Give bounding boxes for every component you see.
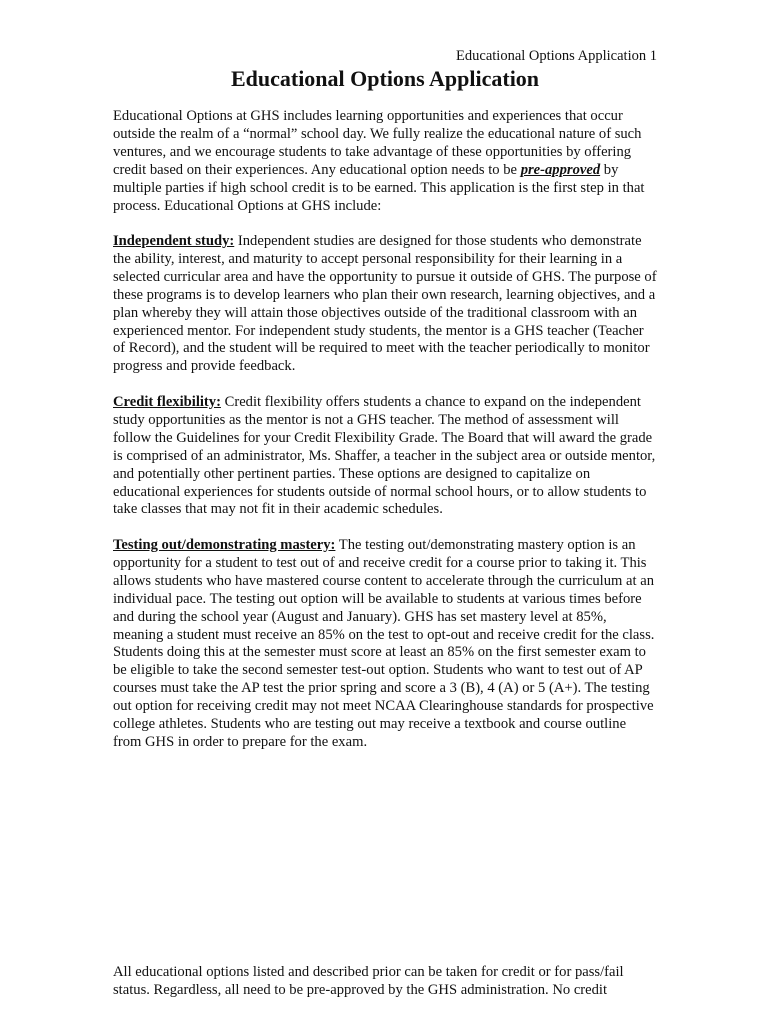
- independent-study-text: Independent studies are designed for those students who demonstrate the ability, interest, and maturity to accept personal responsibility for their learning in a selected curricular area and have the opportunity to pursue it outside of GHS. The purpose of these programs is to develop learners who plan their own research, learning objectives, and a plan whereby they will attain those objectives outside of the traditional classroom with an experienced mentor. For independent study students, the mentor is a GHS teacher (Teacher of Record), and the student will be required to meet with the teacher periodically to monitor progress and provide feedback.: [113, 233, 657, 375]
- intro-paragraph: [113, 108, 658, 215]
- testing-out-text: The testing out/demonstrating mastery option is an opportunity for a student to test out of and receive credit for a course prior to taking it. This allows students who have mastered course content to accelerate through the curriculum at an individual pace. The testing out option will be available to students at various times before and during the school year (August and January). GHS has set mastery level at 85%, meaning a student must receive an 85% on the test to opt-out and receive credit for the class. Students doing this at the semester must score at least an 85% on the first semester exam to be eligible to take the second semester test-out option. Students who want to test out of AP courses must take the AP test the prior spring and score a 3 (B), 4 (A) or 5 (A+). The testing out option for receiving credit may not meet NCAA Clearinghouse standards for prospective college athletes. Students who are testing out may receive a textbook and course outline from GHS in order to prepare for the exam.: [113, 537, 655, 750]
- independent-study-heading: Independent study:: [113, 233, 235, 249]
- independent-study-section: [113, 233, 658, 376]
- page-title: Educational Options Application: [230, 66, 540, 91]
- intro-text-end: by multiple parties if high school credit is to be earned. This application is the first step in that process. Educational Options at GHS include:: [113, 161, 645, 214]
- closing-paragraph: [113, 964, 658, 1000]
- intro-text-start: Educational Options at GHS includes learning opportunities and experiences that occur outside the realm of a “normal” school day. We fully realize the educational nature of such ventures, and we encourage students to take advantage of these opportunities by offering credit based on their experiences. Any educational option needs to be: [113, 108, 642, 178]
- pre-approved-emphasis: pre-approved: [520, 161, 601, 178]
- credit-flexibility-section: [113, 394, 658, 519]
- testing-out-section: [113, 537, 658, 752]
- credit-flexibility-text: Credit flexibility offers students a chance to expand on the independent study opportunities as the mentor is not a GHS teacher. The method of assessment will follow the Guidelines for your Credit Flexibility Grade. The Board that will award the grade is comprised of an administrator, Ms. Shaffer, a teacher in the subject area or outside mentor, and potentially other pertinent parties. These options are designed to capitalize on educational experiences for students outside of normal school hours, or to allow students to take classes that may not fit in their academic schedules.: [113, 394, 656, 518]
- testing-out-heading: Testing out/demonstrating mastery:: [113, 537, 336, 553]
- running-head: Educational Options Application 1: [456, 48, 657, 64]
- closing-text: All educational options listed and described prior can be taken for credit or for pass/fail status. Regardless, all need to be pre-approved by the GHS administration. No credit: [113, 964, 624, 998]
- credit-flexibility-heading: Credit flexibility:: [113, 394, 221, 410]
